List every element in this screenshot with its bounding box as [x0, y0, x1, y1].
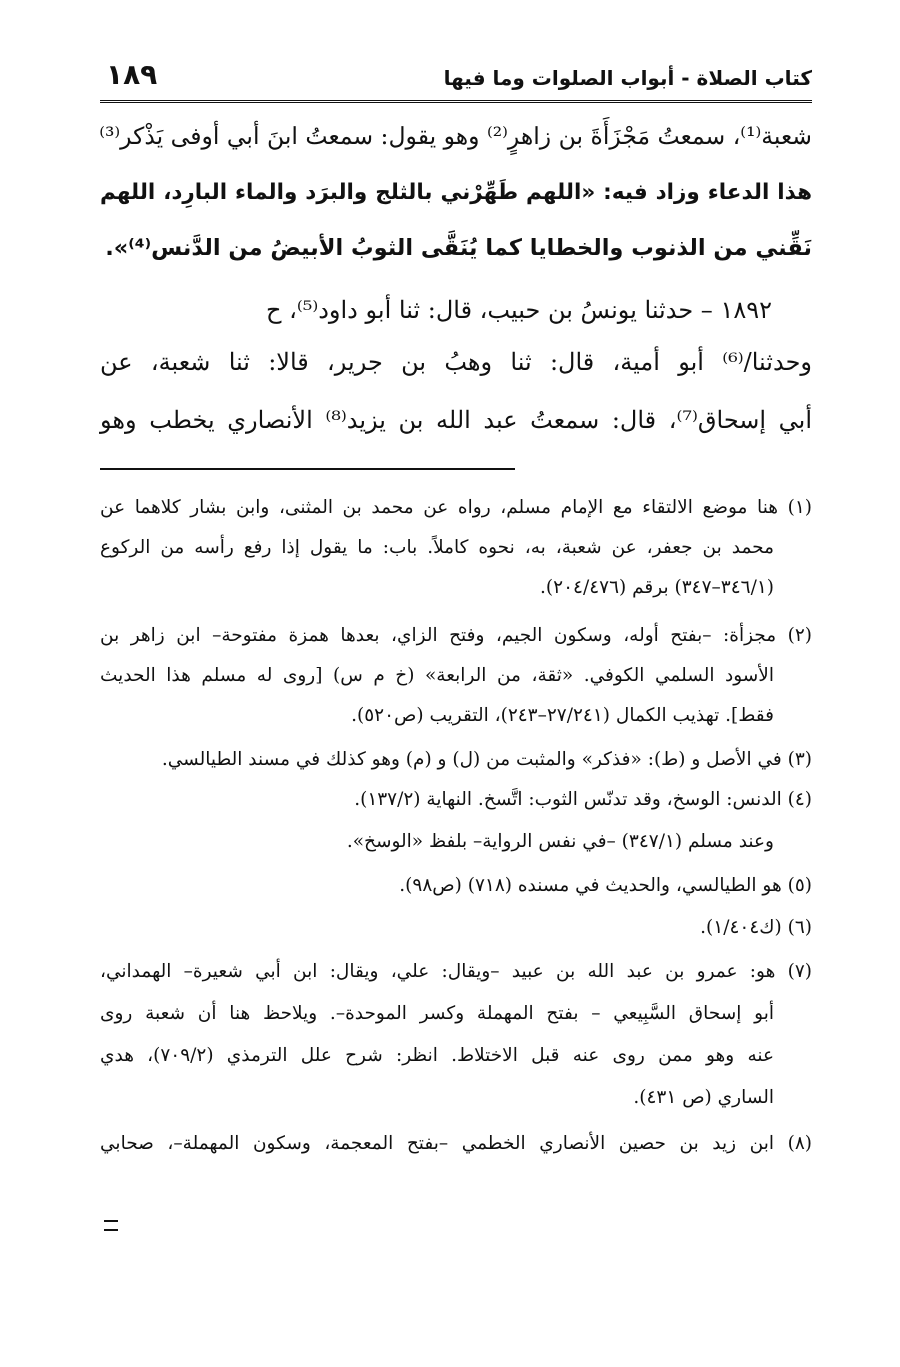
main-line-bold: هذا الدعاء وزاد فيه: «اللهم طَهِّرْني بالثلج والبرَد والماء البارِد، اللهم	[100, 180, 812, 205]
footnote-line: فقط]. تهذيب الكمال (٢٧/٢٤١–٢٤٣)، التقريب (ص٥٢٠).	[351, 705, 774, 726]
page-header-title: كتاب الصلاة - أبواب الصلوات وما فيها	[443, 66, 812, 90]
main-line-bold: نَقِّني من الذنوب والخطايا كما يُنَقَّى الثوبُ الأبيضُ من الدَّنس⁽⁴⁾».	[105, 235, 812, 261]
footnote-line: (١) هنا موضع الالتقاء مع الإمام مسلم، رواه عن محمد بن المثنى، وابن بشار كلاهما عن	[100, 497, 812, 518]
footnote-line: الساري (ص ٤٣١).	[633, 1087, 774, 1108]
footnote-line: وعند مسلم (٣٤٧/١) –في نفس الرواية– بلفظ «الوسخ».	[346, 831, 774, 852]
footnote-line: (٥) هو الطيالسي، والحديث في مسنده (٧١٨) (ص٩٨).	[399, 875, 812, 896]
footnote-line: أبو إسحاق السَّبِيعي – بفتح المهملة وكسر الموحدة–. ويلاحظ هنا أن شعبة روى	[100, 1003, 774, 1024]
footnote-line: الأسود السلمي الكوفي. «ثقة، من الرابعة» (خ م س) [روى له مسلم هذا الحديث	[100, 665, 774, 686]
footnote-separator	[100, 468, 515, 470]
footnote-line: محمد بن جعفر، عن شعبة، به، نحوه كاملاً. باب: ما يقول إذا رفع رأسه من الركوع	[100, 537, 774, 558]
main-line: أبي إسحاق⁽⁷⁾، قال: سمعتُ عبد الله بن يزيد⁽⁸⁾ الأنصاري يخطب وهو	[100, 406, 813, 434]
footnote-line: عنه وهو ممن روى عنه قبل الاختلاط. انظر: شرح علل الترمذي (٧٠٩/٢)، هدي	[100, 1045, 774, 1066]
footnote-line: (٣٤٦/١–٣٤٧) برقم (٢٠٤/٤٧٦).	[540, 577, 774, 598]
header-rule	[100, 100, 812, 103]
footnote-line: (٧) هو: عمرو بن عبد الله بن عبيد –ويقال: علي، ويقال: ابن أبي شعيرة– الهمداني،	[100, 961, 812, 982]
footnote-line: (٤) الدنس: الوسخ، وقد تدنّس الثوب: اتَّسخ. النهاية (١٣٧/٢).	[354, 789, 812, 810]
main-line: شعبة⁽¹⁾، سمعتُ مَجْزَأَةَ بن زاهرٍ⁽²⁾ وهو يقول: سمعتُ ابنَ أبي أوفى يَذْكر⁽³⁾	[99, 122, 812, 150]
main-line: وحدثنا/⁽⁶⁾ أبو أمية، قال: ثنا وهبُ بن جرير، قالا: ثنا شعبة، عن	[100, 348, 812, 376]
footnote-line: (٢) مجزأة: –بفتح أوله، وسكون الجيم، وفتح الزاي، بعدها همزة مفتوحة– ابن زاهر بن	[100, 625, 812, 646]
hadith-number-line: ١٨٩٢ – حدثنا يونسُ بن حبيب، قال: ثنا أبو داود⁽⁵⁾، ح	[265, 296, 772, 324]
footnote-line: (٨) ابن زيد بن حصين الأنصاري الخطمي –بفتح المعجمة، وسكون المهملة–، صحابي	[100, 1133, 812, 1154]
running-header	[100, 52, 812, 102]
footnote-line: (٦) (ك١/٤٠٤).	[700, 917, 812, 938]
footnote-line: (٣) في الأصل و (ط): «فذكر» والمثبت من (ل) و (م) وهو كذلك في مسند الطيالسي.	[161, 749, 812, 770]
page-number: ١٨٩	[106, 58, 158, 91]
continuation-mark	[104, 1220, 118, 1231]
